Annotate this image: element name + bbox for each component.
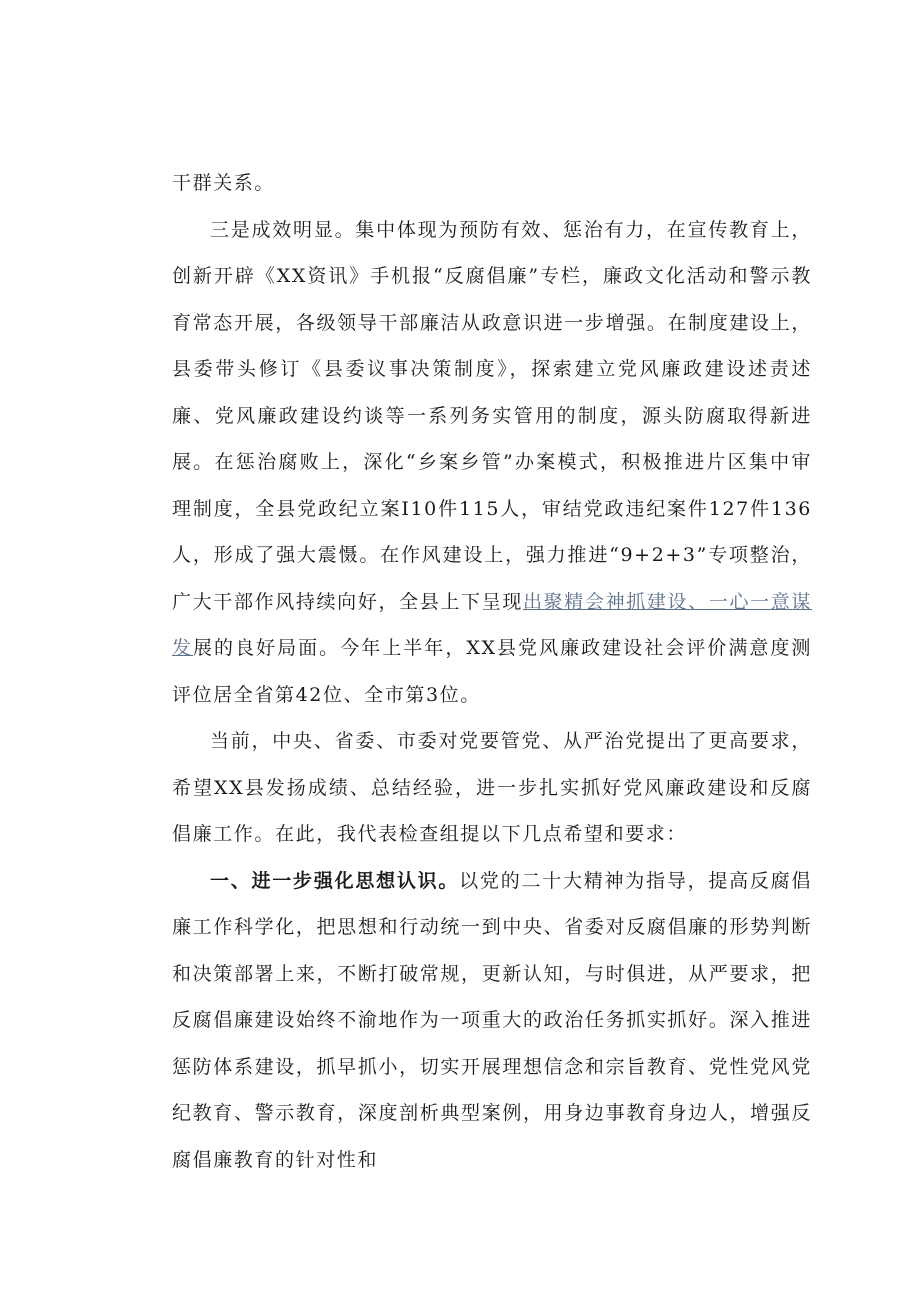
paragraph-section-one bbox=[172, 858, 812, 1184]
paragraph-requirements-intro bbox=[172, 718, 812, 858]
paragraph-text: 展的良好局面。今年上半年，XX县党风廉政建设社会评价满意度测评位居全省第42位、全市第3位。 bbox=[172, 637, 812, 706]
paragraph-results bbox=[172, 207, 812, 719]
section-heading: 一、进一步强化思想认识。 bbox=[210, 869, 460, 892]
paragraph-continuation bbox=[172, 160, 812, 207]
hyperlink-text[interactable]: 出聚精会神抓建设、一心一意谋发 bbox=[172, 590, 813, 659]
paragraph-text: 以党的二十大精神为指导，提高反腐倡廉工作科学化，把思想和行动统一到中央、省委对反腐倡廉的形势判断和决策部署上来，不断打破常规，更新认知，与时俱进，从严要求，把反腐倡廉建设始终不渝地作为一项重大的政治任务抓实抓好。深入推进惩防体系建设，抓早抓小，切实开展理想信念和宗旨教育、党性党风党纪教育、警示教育，深度剖析典型案例，用身边事教育身边人，增强反腐倡廉教育的针对性和 bbox=[172, 869, 812, 1171]
document-body bbox=[172, 160, 812, 1183]
paragraph-text: 三是成效明显。集中体现为预防有效、惩治有力，在宣传教育上，创新开辟《XX资讯》手机报“反腐倡廉”专栏，廉政文化活动和警示教育常态开展，各级领导干部廉洁从政意识进一步增强。在制度建设上，县委带头修订《县委议事决策制度》，探索建立党风廉政建设述责述廉、党风廉政建设约谈等一系列务实管用的制度，源头防腐取得新进展。在惩治腐败上，深化“乡案乡管”办案模式，积极推进片区集中审理制度，全县党政纪立案I10件115人，审结党政违纪案件127件136人，形成了强大震慑。在作风建设上，强力推进“9+2+3”专项整治，广大干部作风持续向好，全县上下呈现 bbox=[172, 218, 812, 613]
paragraph-text: 干群关系。 bbox=[172, 172, 276, 194]
paragraph-text: 当前，中央、省委、市委对党要管党、从严治党提出了更高要求，希望XX县发扬成绩、总结经验，进一步扎实抓好党风廉政建设和反腐倡廉工作。在此，我代表检查组提以下几点希望和要求： bbox=[172, 730, 812, 845]
